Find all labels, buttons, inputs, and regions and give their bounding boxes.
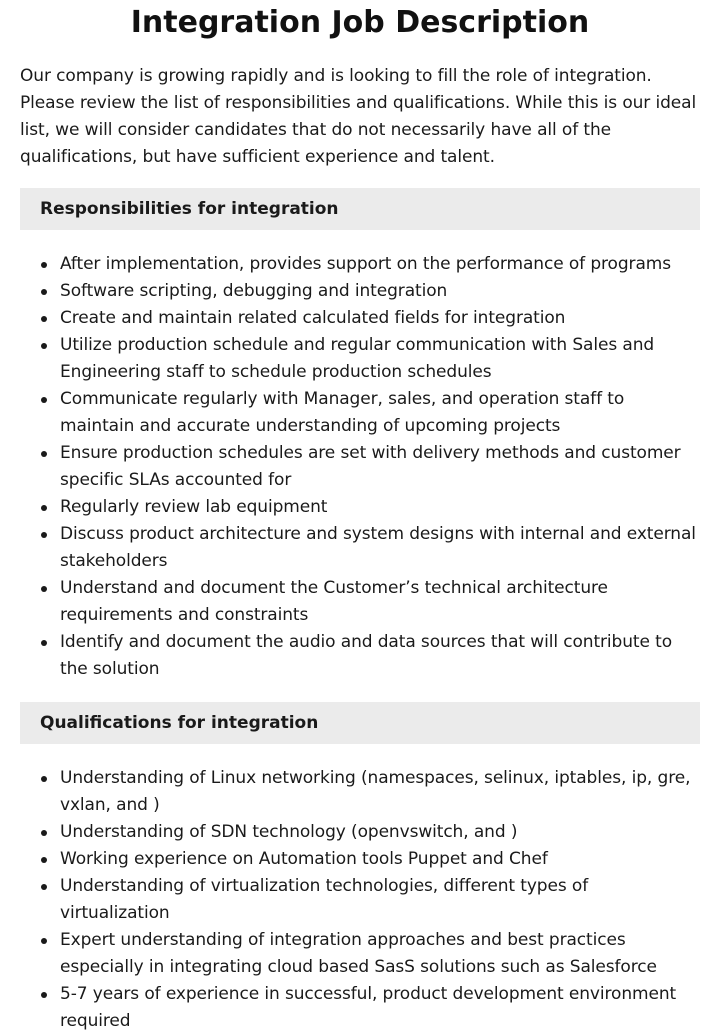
bullet-icon — [41, 938, 47, 944]
bullet-icon — [41, 992, 47, 998]
list-item-text: 5-7 years of experience in successful, product development environment required — [60, 984, 677, 1031]
bullet-icon — [41, 505, 47, 511]
list-item-text: Understanding of Linux networking (namespaces, selinux, iptables, ip, gre, vxlan, and ) — [60, 768, 691, 815]
qualifications-list — [20, 765, 700, 1035]
list-item-text: Software scripting, debugging and integration — [60, 281, 448, 301]
list-item-text: After implementation, provides support on the performance of programs — [60, 254, 671, 274]
responsibilities-list — [20, 251, 700, 683]
list-item-text: Understand and document the Customer’s technical architecture requirements and constraints — [60, 578, 608, 625]
list-item — [20, 440, 700, 494]
list-item — [20, 332, 700, 386]
list-item-text: Identify and document the audio and data sources that will contribute to the solution — [60, 632, 673, 679]
page-title: Integration Job Description — [130, 5, 590, 40]
list-item — [20, 386, 700, 440]
list-item — [20, 981, 700, 1035]
list-item — [20, 765, 700, 819]
bullet-icon — [41, 397, 47, 403]
list-item-text: Utilize production schedule and regular communication with Sales and Engineering staff to schedule production schedules — [60, 335, 655, 382]
list-item-text: Regularly review lab equipment — [60, 497, 328, 517]
bullet-icon — [41, 830, 47, 836]
intro-paragraph: Our company is growing rapidly and is looking to fill the role of integration. Please review the list of responsibilities and qualifications. While this is our ideal list, we will consider candidates that do not necessarily have all of the qualifications, but have sufficient experience and talent. — [20, 66, 697, 167]
bullet-icon — [41, 316, 47, 322]
list-item — [20, 251, 700, 278]
list-item — [20, 927, 700, 981]
bullet-icon — [41, 532, 47, 538]
list-item — [20, 305, 700, 332]
bullet-icon — [41, 640, 47, 646]
bullet-icon — [41, 857, 47, 863]
list-item-text: Create and maintain related calculated fields for integration — [60, 308, 566, 328]
bullet-icon — [41, 776, 47, 782]
qualifications-heading: Qualifications for integration — [20, 702, 700, 744]
list-item-text: Understanding of SDN technology (openvswitch, and ) — [60, 822, 518, 842]
bullet-icon — [41, 343, 47, 349]
list-item — [20, 575, 700, 629]
list-item — [20, 846, 700, 873]
list-item-text: Understanding of virtualization technologies, different types of virtualization — [60, 876, 589, 923]
bullet-icon — [41, 289, 47, 295]
list-item-text: Discuss product architecture and system designs with internal and external stakeholders — [60, 524, 696, 571]
bullet-icon — [41, 586, 47, 592]
list-item — [20, 494, 700, 521]
bullet-icon — [41, 884, 47, 890]
bullet-icon — [41, 451, 47, 457]
list-item-text: Communicate regularly with Manager, sales, and operation staff to maintain and accurate understanding of upcoming projects — [60, 389, 625, 436]
list-item — [20, 521, 700, 575]
list-item — [20, 873, 700, 927]
responsibilities-heading: Responsibilities for integration — [20, 188, 700, 230]
bullet-icon — [41, 262, 47, 268]
list-item — [20, 278, 700, 305]
list-item — [20, 819, 700, 846]
list-item-text: Expert understanding of integration approaches and best practices especially in integrating cloud based SasS solutions such as Salesforce — [60, 930, 657, 977]
list-item — [20, 629, 700, 683]
list-item-text: Working experience on Automation tools Puppet and Chef — [60, 849, 548, 869]
list-item-text: Ensure production schedules are set with delivery methods and customer specific SLAs accounted for — [60, 443, 681, 490]
